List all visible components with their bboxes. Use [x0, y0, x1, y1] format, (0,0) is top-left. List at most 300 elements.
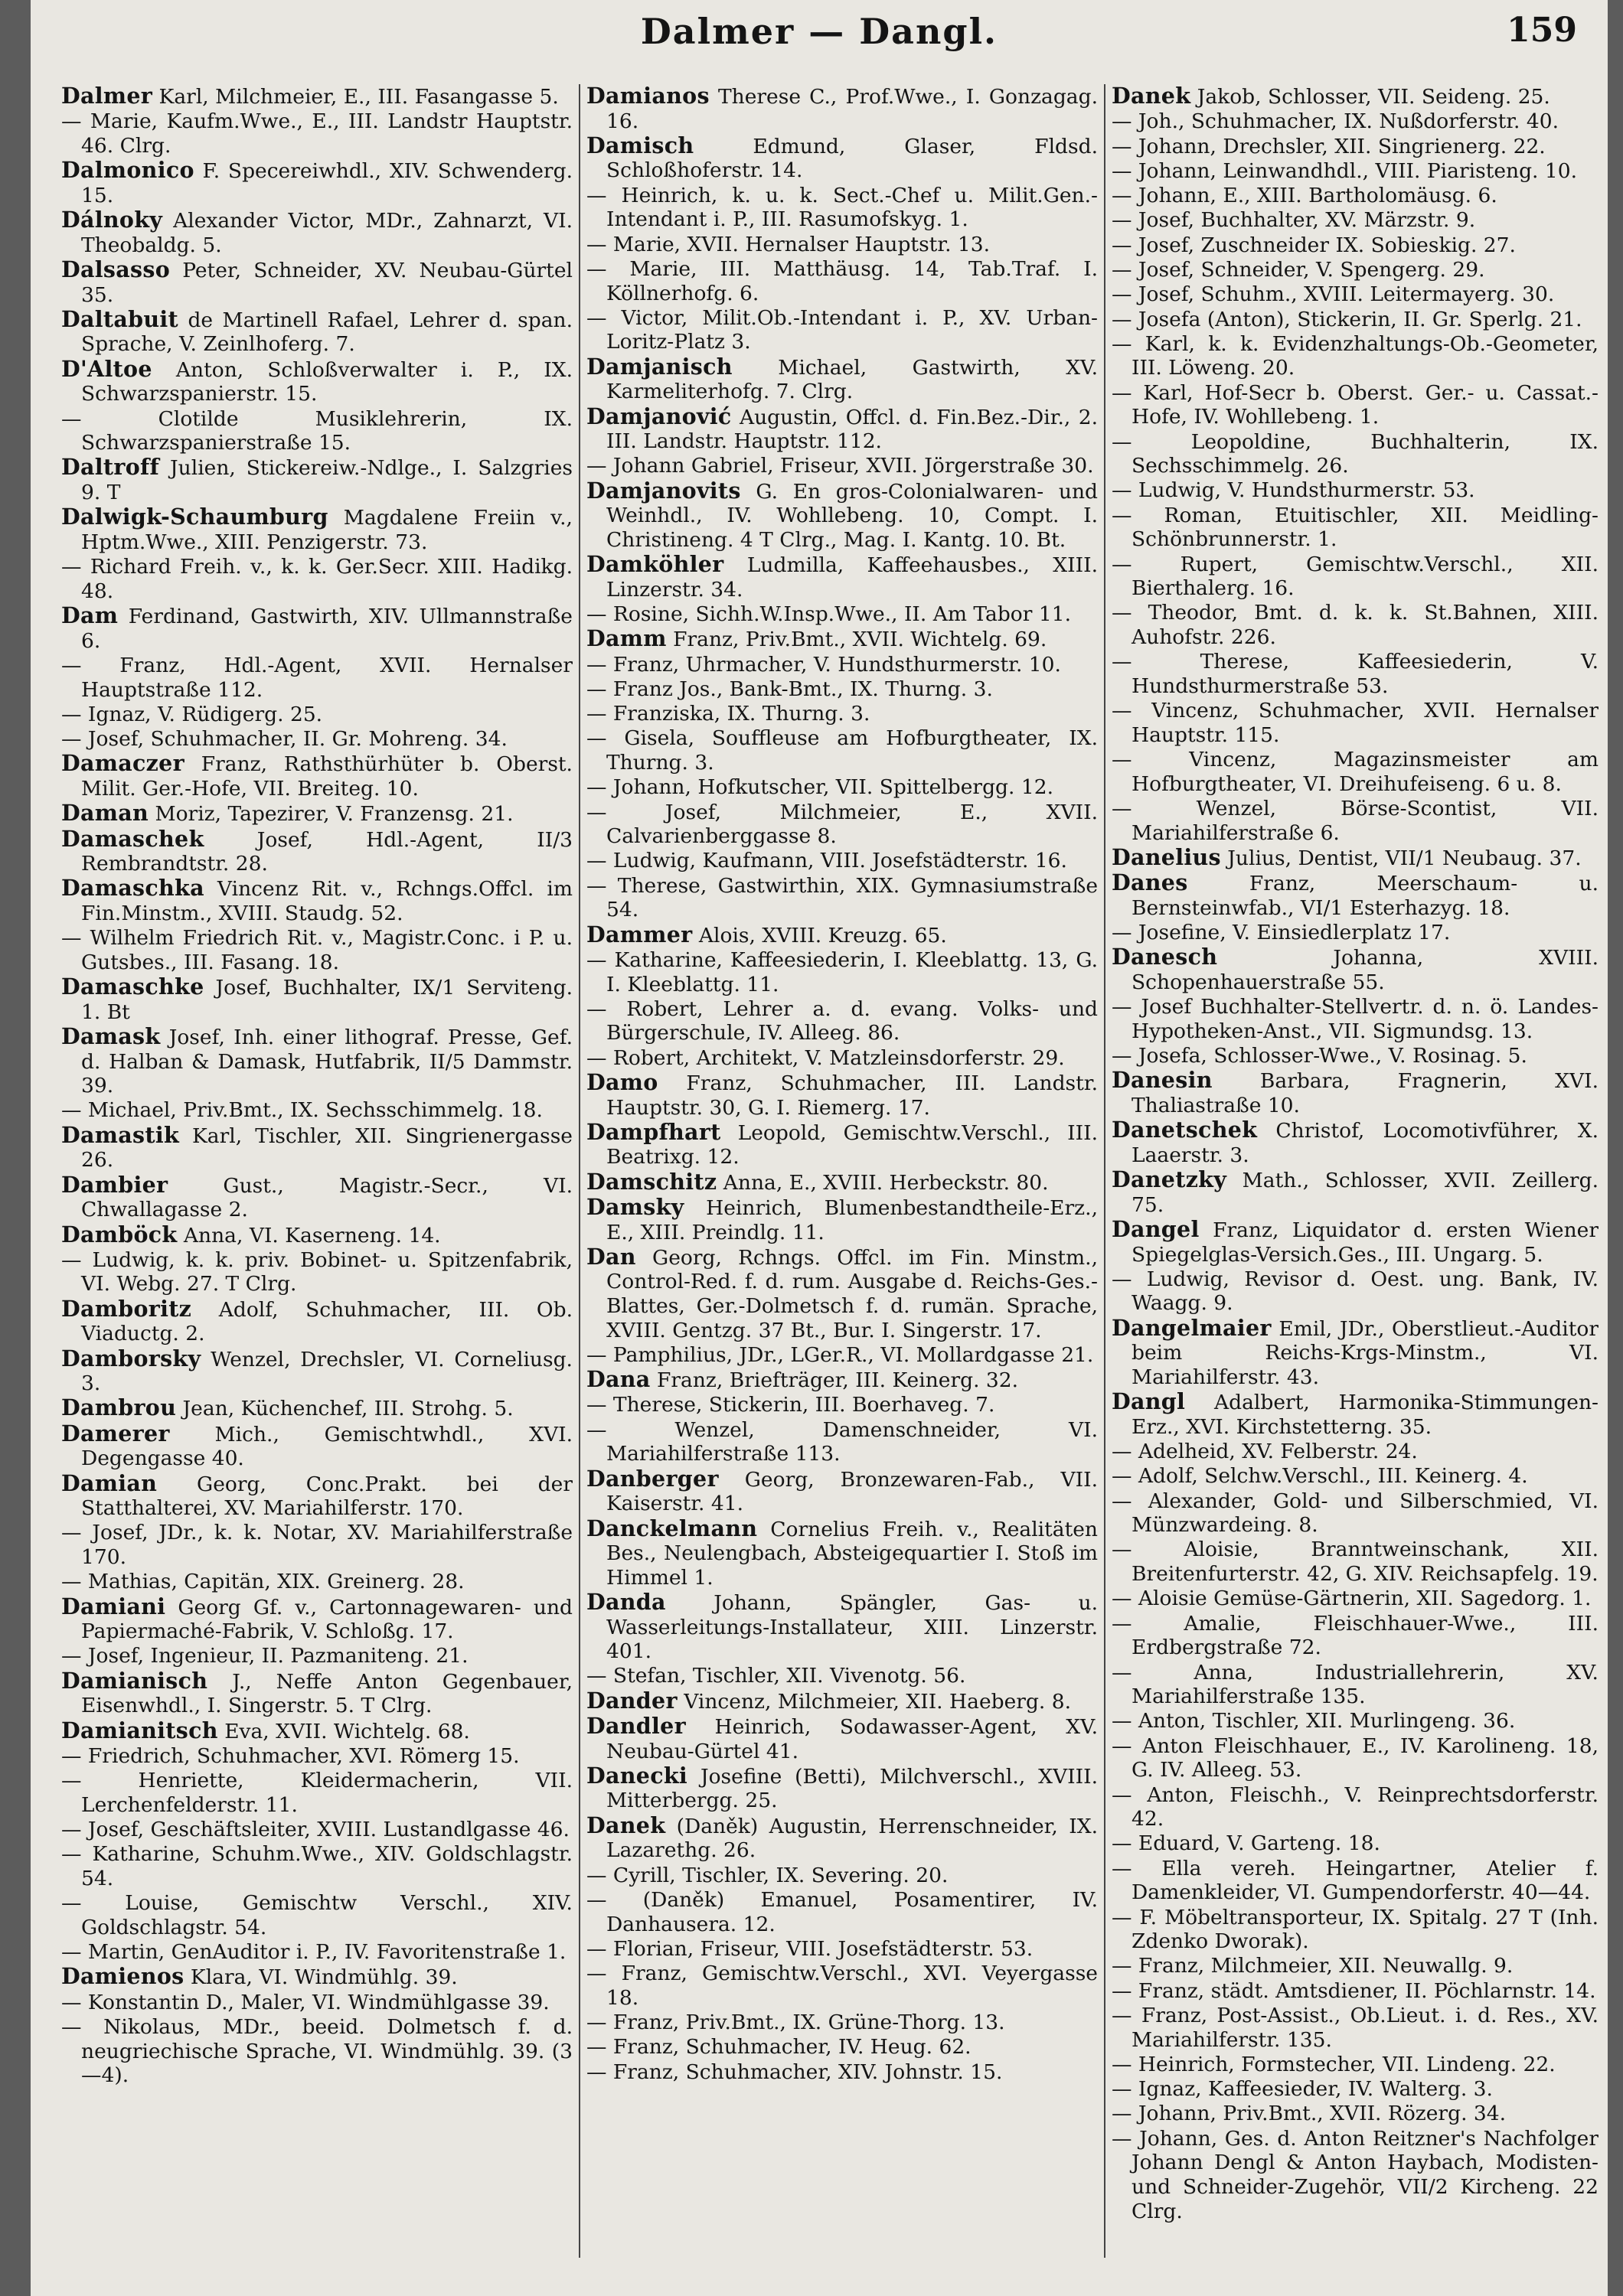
entry-surname: Dangel: [1112, 1215, 1200, 1242]
entry-surname: Damm: [586, 625, 667, 652]
entry-details: — Marie, III. Matthäusg. 14, Tab.Traf. I. Köllnerhofg. 6.: [586, 256, 1098, 305]
entry-details: — Franz, Schuhmacher, XIV. Johnstr. 15.: [586, 2060, 1003, 2084]
entry-details: — Gisela, Souffleuse am Hofburgtheater, IX. Thurng. 3.: [586, 726, 1098, 775]
directory-entry: [61, 827, 573, 876]
entry-details: — Louise, Gemischtw Verschl., XIV. Goldschlagstr. 54.: [61, 1891, 573, 1939]
entry-details: — Josef, Geschäftsleiter, XVIII. Lustandlgasse 46.: [61, 1818, 570, 1842]
directory-entry: [1112, 921, 1599, 945]
directory-entry: [1112, 282, 1599, 307]
entry-details: — Aloisie, Branntweinschank, XII. Breitenfurterstr. 42, G. XIV. Reichsapfelg. 19.: [1112, 1538, 1599, 1587]
entry-details: Franz, Schuhmacher, III. Landstr. Hauptstr. 30, G. I. Riemerg. 17.: [606, 1071, 1098, 1120]
entry-details: — Marie, XVII. Hernalser Hauptstr. 13.: [586, 232, 991, 256]
entry-details: — Johann, Leinwandhdl., VIII. Piaristeng. 10.: [1112, 158, 1578, 183]
directory-entry: [61, 109, 573, 158]
directory-entry: [61, 1248, 573, 1296]
entry-details: — Joh., Schuhmacher, IX. Nußdorferstr. 40.: [1112, 109, 1559, 134]
entry-surname: Dammer: [586, 921, 693, 947]
entry-surname: Danes: [1112, 869, 1188, 896]
directory-entry: [586, 1343, 1098, 1368]
entry-surname: Danetschek: [1112, 1117, 1258, 1143]
directory-entry: [1112, 1118, 1599, 1167]
entry-surname: Dalmonico: [61, 157, 194, 184]
entry-surname: Damienos: [61, 1963, 185, 1990]
directory-entry: [1112, 1316, 1599, 1390]
directory-entry: [61, 505, 573, 554]
directory-entry: [61, 1469, 573, 1521]
entry-details: — Adelheid, XV. Felberstr. 24.: [1112, 1440, 1418, 1464]
entry-details: — Katharine, Schuhm.Wwe., XIV. Goldschlagstr. 54.: [61, 1842, 573, 1890]
entry-details: Mich., Gemischtwhdl., XVI. Degengasse 40.: [81, 1422, 573, 1471]
entry-details: Jean, Küchenchef, III. Strohg. 5.: [176, 1397, 514, 1421]
directory-entry: [61, 1842, 573, 1890]
entry-details: — Josefa, Schlosser-Wwe., V. Rosinag. 5.: [1112, 1044, 1527, 1068]
entry-details: — Johann, Ges. d. Anton Reitzner's Nachfolger Johann Dengl & Anton Haybach, Modisten- und Schneider-Zugehör, VII/2 Kircheng. 22 Clrg.: [1112, 2126, 1599, 2223]
entry-details: — Martin, GenAuditor i. P., IV. Favoritenstraße 1.: [61, 1940, 567, 1965]
entry-surname: Damjanović: [586, 403, 732, 429]
entry-details: — Anton Fleischhauer, E., IV. Karolineng. 18, G. IV. Alleeg. 53.: [1112, 1733, 1599, 1782]
directory-entry: [586, 1764, 1098, 1813]
entry-details: Edmund, Glaser, Fldsd. Schloßhoferstr. 14.: [606, 134, 1098, 183]
directory-entry: [61, 1521, 573, 1569]
directory-entry: [1112, 109, 1599, 134]
directory-entry: [1112, 2077, 1599, 2102]
directory-entry: [586, 2060, 1098, 2085]
entry-details: Cornelius Freih. v., Realitäten Bes., Neulengbach, Absteigequartier I. Stoß im Himmel 1.: [606, 1517, 1098, 1590]
entry-surname: Damask: [61, 1023, 161, 1049]
entry-details: — Anton, Tischler, XII. Murlingeng. 36.: [1112, 1709, 1516, 1733]
entry-details: — Roman, Etuitischler, XII. Meidling-Schönbrunnerstr. 1.: [1112, 503, 1599, 552]
entry-details: — Franz, Gemischtw.Verschl., XVI. Veyergasse 18.: [586, 1962, 1098, 2010]
entry-details: — Michael, Priv.Bmt., IX. Sechsschimmelg. 18.: [61, 1098, 543, 1123]
entry-details: Josef, Inh. einer lithograf. Presse, Gef. d. Halban & Damask, Hutfabrik, II/5 Dammstr. 39.: [81, 1026, 573, 1098]
entry-details: Julius, Dentist, VII/1 Neubaug. 37.: [1220, 846, 1582, 870]
directory-entry: [61, 1396, 573, 1421]
entry-details: — Friedrich, Schuhmacher, XVI. Römerg 15.: [61, 1743, 520, 1768]
entry-details: — Johann, Drechsler, XII. Singrienerg. 22.: [1112, 134, 1546, 158]
directory-entry: [1112, 1044, 1599, 1068]
directory-column-3: [1112, 84, 1599, 2288]
directory-entry: [586, 1864, 1098, 1888]
entry-details: Augustin, Offcl. d. Fin.Bez.-Dir., 2. III. Landstr. Hauptstr. 112.: [606, 405, 1098, 454]
entry-surname: Danesch: [1112, 944, 1218, 970]
entry-details: — Therese, Kaffeesiederin, V. Hundsthurmerstraße 53.: [1112, 650, 1599, 698]
entry-surname: Damastik: [61, 1121, 179, 1148]
page-header: [31, 8, 1608, 61]
entry-surname: Danberger: [586, 1465, 719, 1492]
entry-surname: Danda: [586, 1588, 666, 1615]
entry-surname: Dambier: [61, 1171, 168, 1198]
entry-surname: Dam: [61, 602, 119, 629]
directory-entry: [61, 1595, 573, 1644]
entry-details: — Konstantin D., Maler, VI. Windmühlgasse 39.: [61, 1990, 550, 2014]
directory-entry: [1112, 504, 1599, 552]
entry-details: — Wilhelm Friedrich Rit. v., Magistr.Conc. i P. u. Gutsbes., III. Fasang. 18.: [61, 926, 573, 974]
directory-entry: [1112, 2053, 1599, 2077]
entry-surname: Dana: [586, 1366, 651, 1393]
directory-entry: [1112, 748, 1599, 796]
directory-entry: [1112, 650, 1599, 698]
directory-entry: [1112, 1267, 1599, 1316]
entry-surname: Damjanisch: [586, 353, 733, 380]
entry-details: Adolf, Schuhmacher, III. Ob. Viaductg. 2.: [81, 1297, 573, 1346]
entry-details: — Josefine, V. Einsiedlerplatz 17.: [1112, 921, 1451, 944]
entry-details: — Josef, Milchmeier, E., XVII. Calvarienberggasse 8.: [586, 800, 1098, 849]
entry-details: Georg, Bronzewaren-Fab., VII. Kaiserstr. 41.: [606, 1467, 1098, 1516]
directory-entry: [61, 1297, 573, 1346]
entry-surname: Dalmer: [61, 84, 153, 109]
directory-entry: [1112, 208, 1599, 233]
directory-entry: [61, 1940, 573, 1965]
directory-entry: [61, 1223, 573, 1248]
entry-details: Ludmilla, Kaffeehausbes., XIII. Linzerstr. 34.: [606, 553, 1098, 602]
entry-details: Klara, VI. Windmühlg. 39.: [184, 1965, 458, 1990]
directory-entry: [1112, 945, 1599, 994]
entry-surname: Dampfhart: [586, 1118, 721, 1145]
entry-surname: Dalsasso: [61, 256, 171, 282]
directory-page: [31, 0, 1608, 2296]
entry-details: — Josef, Zuschneider IX. Sobieskig. 27.: [1112, 233, 1516, 257]
entry-details: — Florian, Friseur, VIII. Josefstädterstr. 53.: [586, 1936, 1034, 1961]
entry-details: — Amalie, Fleischhauer-Wwe., III. Erdbergstraße 72.: [1112, 1611, 1599, 1660]
entry-surname: Dálnoky: [61, 207, 163, 233]
directory-entry: [586, 1046, 1098, 1071]
directory-entry: [61, 654, 573, 702]
entry-surname: Daman: [61, 800, 149, 827]
directory-entry: [1112, 1857, 1599, 1905]
directory-entry: [1112, 553, 1599, 601]
entry-surname: Dan: [586, 1243, 636, 1270]
directory-entry: [61, 703, 573, 727]
directory-entry: [1112, 258, 1599, 282]
entry-details: Franz, Briefträger, III. Keinerg. 32.: [650, 1368, 1019, 1393]
entry-details: Karl, Tischler, XII. Singrienergasse 26.: [81, 1124, 573, 1172]
entry-surname: Damböck: [61, 1221, 178, 1247]
directory-entry: [586, 1664, 1098, 1688]
directory-entry: [586, 306, 1098, 354]
directory-entry: [61, 258, 573, 307]
entry-details: Adalbert, Harmonika-Stimmungen-Erz., XVI. Kirchstetterng. 35.: [1132, 1391, 1599, 1439]
directory-entry: [586, 1068, 1098, 1120]
entry-details: — Josef, JDr., k. k. Notar, XV. Mariahilferstraße 170.: [61, 1521, 573, 1570]
directory-entry: [61, 1769, 573, 1817]
directory-entry: [1112, 308, 1599, 332]
entry-details: — Victor, Milit.Ob.-Intendant i. P., XV. Urban-Loritz-Platz 3.: [586, 305, 1098, 354]
entry-details: — Josef Buchhalter-Stellvertr. d. n. ö. Landes-Hypotheken-Anst., VII. Sigmundsg. 13.: [1112, 995, 1599, 1043]
directory-entry: [1112, 995, 1599, 1043]
entry-surname: Danecki: [586, 1762, 688, 1789]
directory-entry: [586, 801, 1098, 849]
entry-details: — Katharine, Kaffeesiederin, I. Kleeblattg. 13, G. I. Kleeblattg. 11.: [586, 947, 1098, 996]
directory-entry: [61, 1719, 573, 1744]
entry-details: — Ignaz, V. Rüdigerg. 25.: [61, 702, 323, 726]
entry-details: — Aloisie Gemüse-Gärtnerin, XII. Sagedorg. 1.: [1112, 1587, 1592, 1611]
directory-entry: [61, 604, 573, 653]
entry-details: — Clotilde Musiklehrerin, IX. Schwarzspanierstraße 15.: [61, 406, 573, 455]
directory-entry: [61, 555, 573, 603]
entry-details: Josef, Hdl.-Agent, II/3 Rembrandtstr. 28.: [81, 827, 573, 876]
directory-entry: [1112, 1954, 1599, 1978]
entry-surname: Dambrou: [61, 1394, 177, 1421]
entry-surname: Dandler: [586, 1713, 686, 1739]
entry-details: de Martinell Rafael, Lehrer d. span. Sprache, V. Zeinlhoferg. 7.: [81, 308, 573, 357]
directory-entry: [586, 874, 1098, 922]
entry-details: — Ludwig, Kaufmann, VIII. Josefstädterstr. 16.: [586, 849, 1067, 873]
directory-entry: [1112, 1390, 1599, 1439]
entry-details: — Franz, städt. Amtsdiener, II. Pöchlarnstr. 14.: [1112, 1978, 1596, 2003]
directory-entry: [1112, 2102, 1599, 2126]
entry-details: — Vincenz, Magazinsmeister am Hofburgtheater, VI. Dreihufeiseng. 6 u. 8.: [1112, 748, 1599, 796]
directory-entry: [61, 1744, 573, 1769]
entry-details: — F. Möbeltransporteur, IX. Spitalg. 27 T (Inh. Zdenko Dworak).: [1112, 1905, 1599, 1954]
entry-details: — Josef, Schneider, V. Spengerg. 29.: [1112, 257, 1485, 282]
directory-entry: [1112, 1538, 1599, 1586]
directory-entry: [1112, 1661, 1599, 1709]
directory-entry: [586, 1962, 1098, 2010]
directory-entry: [586, 1170, 1098, 1195]
entry-details: — Rupert, Gemischtw.Verschl., XII. Bierthalerg. 16.: [1112, 552, 1599, 601]
directory-entry: [1112, 478, 1599, 503]
entry-surname: Damaczer: [61, 750, 185, 777]
entry-details: — Franz Jos., Bank-Bmt., IX. Thurng. 3.: [586, 677, 993, 701]
directory-entry: [586, 1814, 1098, 1863]
directory-entry: [586, 257, 1098, 305]
entry-surname: Damerer: [61, 1420, 170, 1446]
directory-entry: [1112, 843, 1599, 871]
entry-surname: Danek: [586, 1812, 666, 1838]
directory-entry: [1112, 2004, 1599, 2052]
directory-entry: [1112, 2127, 1599, 2223]
directory-entry: [1112, 1464, 1599, 1489]
entry-surname: Damjanovits: [586, 477, 741, 504]
entry-details: F. Specereiwhdl., XIV. Schwenderg. 15.: [81, 159, 573, 207]
directory-entry: [586, 553, 1098, 602]
directory-entry: [61, 1818, 573, 1842]
entry-details: J., Neffe Anton Gegenbauer, Eisenwhdl., I. Singerstr. 5. T Clrg.: [81, 1669, 573, 1718]
entry-details: Leopold, Gemischtw.Verschl., III. Beatrixg. 12.: [606, 1120, 1098, 1169]
entry-details: — Karl, k. k. Evidenzhaltungs-Ob.-Geometer, III. Löweng. 20.: [1112, 331, 1599, 380]
entry-surname: Damköhler: [586, 551, 724, 578]
entry-details: — Therese, Gastwirthin, XIX. Gymnasiumstraße 54.: [586, 873, 1098, 922]
entry-details: — Franz, Post-Assist., Ob.Lieut. i. d. Res., XV. Mariahilferstr. 135.: [1112, 2004, 1599, 2052]
entry-details: — Vincenz, Schuhmacher, XVII. Hernalser Hauptstr. 115.: [1112, 699, 1599, 747]
directory-entry: [586, 726, 1098, 775]
directory-entry: [61, 84, 573, 109]
entry-details: — Franz, Priv.Bmt., IX. Grüne-Thorg. 13.: [586, 2010, 1005, 2034]
directory-entry: [586, 849, 1098, 873]
entry-details: Vincenz Rit. v., Rchngs.Offcl. im Fin.Minstm., XVIII. Staudg. 52.: [81, 877, 573, 925]
directory-entry: [1112, 1587, 1599, 1611]
entry-details: Heinrich, Sodawasser-Agent, XV. Neubau-Gürtel 41.: [606, 1715, 1098, 1763]
entry-surname: D'Altoe: [61, 355, 152, 382]
entry-details: — (Daněk) Emanuel, Posamentirer, IV. Danhausera. 12.: [586, 1887, 1098, 1936]
entry-details: Josef, Buchhalter, IX/1 Serviteng. 1. Bt: [81, 976, 573, 1024]
directory-entry: [1112, 1831, 1599, 1856]
entry-details: Franz, Rathsthürhüter b. Oberst. Milit. Ger.-Hofe, VII. Breiteg. 10.: [81, 752, 573, 801]
directory-entry: [586, 1590, 1098, 1664]
entry-details: — Anton, Fleischh., V. Reinprechtsdorferstr. 42.: [1112, 1782, 1599, 1831]
directory-entry: [61, 208, 573, 257]
entry-details: — Ludwig, k. k. priv. Bobinet- u. Spitzenfabrik, VI. Webg. 27. T Clrg.: [61, 1247, 573, 1296]
directory-entry: [61, 1422, 573, 1471]
entry-surname: Damiani: [61, 1593, 166, 1619]
directory-entry: [1112, 1979, 1599, 2004]
directory-entry: [1112, 1168, 1599, 1217]
directory-entry: [1112, 1783, 1599, 1831]
directory-entry: [61, 1965, 573, 1990]
entry-surname: Damaschka: [61, 875, 204, 902]
directory-entry: [61, 1891, 573, 1939]
entry-details: — Johann, Hofkutscher, VII. Spittelbergg. 12.: [586, 775, 1053, 800]
entry-details: (Daněk) Augustin, Herrenschneider, IX. Lazarethg. 26.: [606, 1814, 1098, 1863]
directory-entry: [61, 1991, 573, 2015]
entry-details: — Franziska, IX. Thurng. 3.: [586, 702, 870, 726]
entry-details: — Cyrill, Tischler, IX. Severing. 20.: [586, 1863, 949, 1887]
entry-details: Magdalene Freiin v., Hptm.Wwe., XIII. Penzigerstr. 73.: [81, 506, 573, 554]
directory-entry: [586, 1120, 1098, 1169]
directory-entry: [586, 355, 1098, 404]
entry-details: Alexander Victor, MDr., Zahnarzt, VI. Theobaldg. 5.: [81, 209, 573, 257]
directory-entry: [61, 876, 573, 925]
entry-details: — Rosine, Sichh.W.Insp.Wwe., II. Am Tabor 11.: [586, 602, 1071, 627]
entry-details: Johanna, XVIII. Schopenhauerstraße 55.: [1132, 946, 1599, 994]
entry-details: — Robert, Lehrer a. d. evang. Volks- und Bürgerschule, IV. Alleeg. 86.: [586, 996, 1098, 1045]
entry-details: — Franz, Uhrmacher, V. Hundsthurmerstr. 10.: [586, 652, 1061, 677]
entry-details: Peter, Schneider, XV. Neubau-Gürtel 35.: [81, 258, 573, 307]
entry-surname: Damisch: [586, 132, 694, 158]
entry-details: — Franz, Hdl.-Agent, XVII. Hernalser Hauptstraße 112.: [61, 653, 573, 702]
directory-entry: [61, 752, 573, 801]
entry-details: Josefine (Betti), Milchverschl., XVIII. Mitterbergg. 25.: [606, 1764, 1098, 1813]
column-divider: [579, 84, 580, 2258]
directory-entry: [586, 1393, 1098, 1417]
entry-details: — Therese, Stickerin, III. Boerhaveg. 7.: [586, 1393, 995, 1417]
directory-entry: [61, 1644, 573, 1668]
directory-entry: [586, 677, 1098, 702]
entry-details: Eva, XVII. Wichtelg. 68.: [217, 1719, 470, 1743]
entry-details: — Ignaz, Kaffeesieder, IV. Walterg. 3.: [1112, 2077, 1493, 2102]
entry-details: — Nikolaus, MDr., beeid. Dolmetsch f. d. neugriechische Sprache, VI. Windmühlg. 39. (3—4).: [61, 2014, 573, 2088]
directory-entry: [61, 158, 573, 207]
directory-entry: [586, 1418, 1098, 1466]
entry-details: Math., Schlosser, XVII. Zeillerg. 75.: [1132, 1169, 1599, 1217]
directory-entry: [61, 2015, 573, 2088]
directory-entry: [1112, 233, 1599, 258]
entry-surname: Damaschke: [61, 974, 204, 1000]
entry-details: Karl, Milchmeier, E., III. Fasangasse 5.: [152, 85, 559, 109]
directory-entry: [61, 1570, 573, 1594]
entry-details: — Richard Freih. v., k. k. Ger.Secr. XIII. Hadikg. 48.: [61, 555, 573, 603]
entry-details: Georg, Conc.Prakt. bei der Statthalterei, XV. Mariahilferstr. 170.: [81, 1472, 573, 1521]
directory-entry: [61, 801, 573, 827]
entry-details: Johann, Spängler, Gas- u. Wasserleitungs-Installateur, XIII. Linzerstr. 401.: [606, 1590, 1098, 1664]
entry-surname: Danetzky: [1112, 1166, 1227, 1193]
directory-entry: [1112, 601, 1599, 649]
directory-entry: [1112, 430, 1599, 478]
entry-surname: Damaschek: [61, 825, 204, 852]
directory-entry: [61, 357, 573, 406]
entry-details: Franz, Meerschaum- u. Bernsteinwfab., VI/1 Esterhazyg. 18.: [1132, 872, 1599, 920]
entry-surname: Danckelmann: [586, 1515, 758, 1541]
entry-details: — Karl, Hof-Secr b. Oberst. Ger.- u. Cassat.-Hofe, IV. Wohllebeng. 1.: [1112, 380, 1599, 429]
directory-entry: [61, 455, 573, 504]
entry-surname: Danek: [1112, 84, 1191, 109]
directory-entry: [61, 1669, 573, 1718]
directory-entry: [586, 1888, 1098, 1936]
directory-entry: [61, 1098, 573, 1123]
directory-entry: [586, 702, 1098, 726]
directory-entry: [61, 305, 573, 357]
entry-surname: Dalwigk-Schaumburg: [61, 504, 328, 530]
directory-entry: [1112, 1734, 1599, 1782]
entry-details: — Alexander, Gold- und Silberschmied, VI. Münzwardeing. 8.: [1112, 1489, 1599, 1538]
entry-details: Wenzel, Drechsler, VI. Corneliusg. 3.: [81, 1347, 573, 1396]
entry-details: — Ludwig, Revisor d. Oest. ung. Bank, IV. Waagg. 9.: [1112, 1267, 1599, 1316]
directory-entry: [586, 233, 1098, 257]
entry-details: — Josef, Ingenieur, II. Pazmaniteng. 21.: [61, 1644, 469, 1668]
entry-surname: Damo: [586, 1068, 658, 1095]
directory-entry: [1112, 1906, 1599, 1954]
entry-surname: Damianisch: [61, 1667, 208, 1694]
directory-entry: [61, 975, 573, 1024]
entry-details: — Eduard, V. Garteng. 18.: [1112, 1831, 1380, 1856]
entry-details: Barbara, Fragnerin, XVI. Thaliastraße 10.: [1132, 1069, 1599, 1117]
directory-entry: [586, 84, 1098, 133]
directory-entry: [1112, 1612, 1599, 1660]
entry-surname: Danesin: [1112, 1067, 1213, 1094]
entry-details: — Heinrich, Formstecher, VII. Lindeng. 22.: [1112, 2052, 1556, 2076]
entry-details: — Josefa (Anton), Stickerin, II. Gr. Sperlg. 21.: [1112, 307, 1582, 331]
directory-entry: [1112, 1489, 1599, 1538]
directory-entry: [1112, 381, 1599, 429]
directory-entry: [586, 2035, 1098, 2060]
directory-entry: [1112, 1068, 1599, 1117]
directory-entry: [586, 2011, 1098, 2035]
entry-details: — Johann, Priv.Bmt., XVII. Rözerg. 34.: [1112, 2102, 1507, 2126]
directory-entry: [61, 1121, 573, 1172]
directory-entry: [1112, 332, 1599, 380]
directory-entry: [61, 926, 573, 974]
directory-entry: [586, 997, 1098, 1045]
directory-entry: [586, 1245, 1098, 1342]
page-title: Dalmer — Dangl.: [640, 11, 998, 52]
entry-details: — Heinrich, k. u. k. Sect.-Chef u. Milit.Gen.-Intendant i. P., III. Rasumofskyg. 1.: [586, 183, 1098, 232]
entry-details: Georg Gf. v., Cartonnagewaren- und Papiermaché-Fabrik, V. Schloßg. 17.: [81, 1595, 573, 1644]
directory-entry: [61, 727, 573, 752]
entry-details: — Franz, Milchmeier, XII. Neuwallg. 9.: [1112, 1954, 1514, 1978]
directory-entry: [61, 1173, 573, 1222]
entry-details: — Marie, Kaufm.Wwe., E., III. Landstr Hauptstr. 46. Clrg.: [61, 109, 573, 158]
entry-details: Jakob, Schlosser, VII. Seideng. 25.: [1190, 85, 1550, 109]
entry-details: — Josef, Buchhalter, XV. Märzstr. 9.: [1112, 208, 1476, 233]
entry-surname: Damboritz: [61, 1295, 192, 1322]
directory-entry: [586, 1689, 1098, 1714]
directory-entry: [586, 479, 1098, 553]
entry-details: Julien, Stickereiw.-Ndlge., I. Salzgries 9. T: [81, 456, 573, 504]
directory-entry: [586, 1937, 1098, 1962]
entry-details: Georg, Rchngs. Offcl. im Fin. Minstm., Control-Red. f. d. rum. Ausgabe d. Reichs-Ges.-Blattes, Ger.-Dolmetsch f. d. rumän. Sprache, XVIII. Gentzg. 37 Bt., Bur. I. Singerstr. 17.: [606, 1245, 1098, 1342]
entry-surname: Damianitsch: [61, 1717, 218, 1743]
directory-entry: [1112, 84, 1599, 109]
directory-entry: [1112, 184, 1599, 208]
entry-details: — Ludwig, V. Hundsthurmerstr. 53.: [1112, 478, 1475, 503]
entry-details: G. En gros-Colonialwaren- und Weinhdl., IV. Wohllebeng. 10, Compt. I. Christineng. 4 T Clrg., Mag. I. Kantg. 10. Bt.: [606, 479, 1098, 552]
entry-surname: Damianos: [586, 84, 710, 109]
entry-surname: Dangelmaier: [1112, 1314, 1272, 1341]
entry-surname: Dangl: [1112, 1388, 1186, 1415]
directory-entry: [1112, 135, 1599, 159]
page-number: 159: [1507, 11, 1577, 50]
directory-column-1: [61, 84, 573, 2288]
